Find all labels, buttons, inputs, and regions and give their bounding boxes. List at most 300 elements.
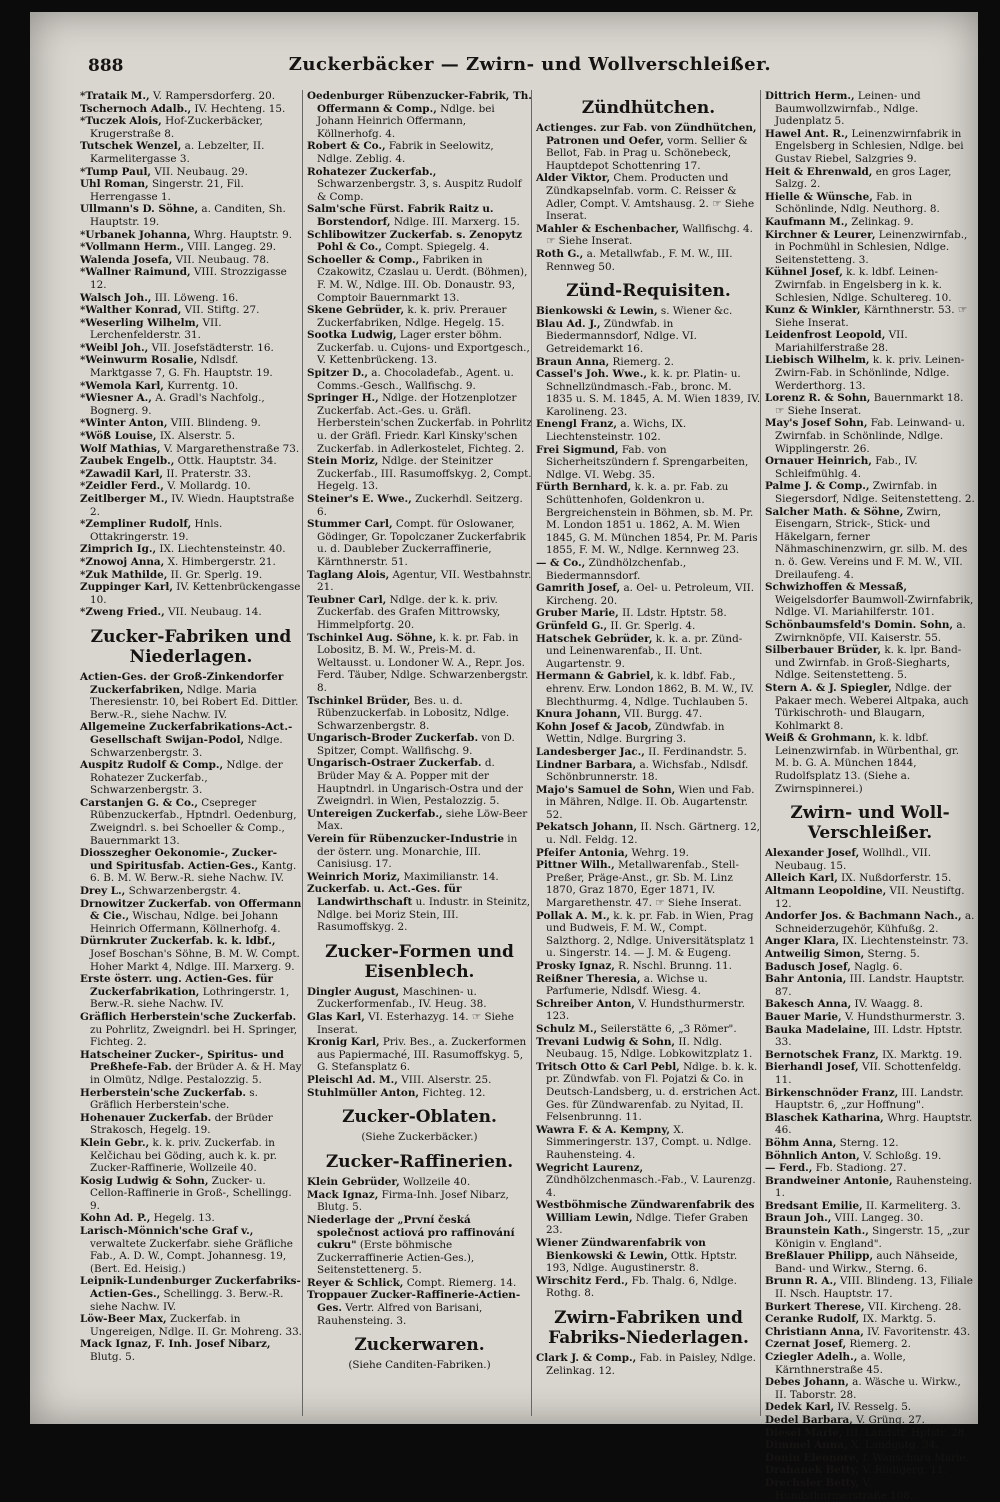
entry-name: Blau Ad. J.,: [536, 317, 601, 330]
entry-details: Fabrik in Seelowitz, Ndlge. Zeblig. 4.: [317, 140, 494, 165]
entry-details: Ottk. Hptstr. 193, Ndlge. Augustinerstr. 8.: [546, 1249, 738, 1275]
entry-details: VII. Kircheng. 28.: [864, 1300, 962, 1313]
entry-name: Stein Moriz,: [307, 455, 379, 468]
directory-entry: [80, 115, 302, 140]
entry-details: Compt. Spiegelg. 4.: [381, 241, 490, 254]
directory-entry: [80, 493, 302, 518]
directory-entry: [307, 1189, 532, 1214]
entry-name: Leipnik-Lundenburger Zuckerfabriks-Actien-Ges.,: [80, 1275, 301, 1301]
entry-name: Gamrith Josef,: [536, 582, 621, 595]
entry-name: Birkenschnöder Franz,: [765, 1086, 899, 1099]
entry-details: a. Metallwfab., F. M. W., III. Rennweg 50.: [546, 247, 733, 273]
entry-details: V. Rüdigerg. 11.: [859, 1464, 947, 1477]
entry-name: Knura Johann,: [536, 708, 621, 721]
directory-entry: [307, 203, 532, 228]
entry-name: Tschinkel Aug. Söhne,: [307, 631, 437, 644]
entry-details: VII. Josefstädterstr. 16.: [148, 341, 274, 354]
section-heading: Zuckerwaren.: [354, 1335, 485, 1356]
entry-name: Dedel Barbara,: [765, 1413, 853, 1426]
directory-entry: [307, 1074, 532, 1087]
directory-entry: [765, 1477, 975, 1502]
entry-name: Schulz M.,: [536, 1022, 598, 1035]
entry-details: Compt. für Oslowaner, Gödinger, Gr. Topolczaner Zuckerfabrik u. d. Daubleber Zuckerraffinerie, Kärnthnerstr. 51.: [317, 518, 526, 568]
directory-entry: [80, 468, 302, 481]
directory-entry: [80, 759, 302, 797]
entry-name: Spitzer D.,: [307, 367, 368, 380]
entry-name: *Walther Konrad,: [80, 304, 182, 317]
entry-name: Mack Ignaz, F. Inh. Josef Nibarz,: [80, 1338, 271, 1351]
directory-entry: [307, 493, 532, 518]
entry-name: Weinrich Moriz,: [307, 870, 401, 883]
directory-entry: [765, 1061, 975, 1086]
entry-details: Metallwarenfab., Stell-Preßer, Präge-Anst., gr. Sb. M. Linz 1870, Graz 1870, Eger 1871, IV. Margarethenstr. 47. ☞ Siehe Inserat.: [546, 859, 742, 910]
entry-details: VII. Neustiftg. 12.: [775, 885, 965, 910]
entry-name: Mack Ignaz,: [307, 1188, 379, 1201]
directory-entry: [307, 392, 532, 455]
entry-name: Glas Karl,: [307, 1010, 365, 1023]
entry-name: Kirchner & Leurer,: [765, 228, 876, 241]
directory-entry: [307, 594, 532, 632]
entry-name: Donin Eleonore,: [765, 1451, 860, 1464]
entry-name: *Vollmann Herm.,: [80, 241, 184, 254]
entry-details: der Brüder A. & H. May in Olmütz, Ndlge. Pestalozzig. 5.: [90, 1061, 302, 1086]
entry-details: V. Hundsthurmerstraße 108.: [775, 1476, 914, 1502]
directory-entry: [80, 380, 302, 393]
entry-details: VII. Burgg. 47.: [620, 708, 703, 721]
entry-name: Tschernoch Adalb.,: [80, 102, 192, 115]
directory-entry: [765, 1137, 975, 1150]
entry-details: Whrg. Hauptstr. 46.: [775, 1111, 973, 1137]
entry-details: III. Löweng. 16.: [151, 291, 239, 304]
entry-details: Zuckerfab. in Ungereigen, Ndlge. II. Gr. Mohreng. 33.: [90, 1313, 302, 1338]
entry-name: Fürth Bernhard,: [536, 481, 632, 494]
directory-entry: [80, 1175, 302, 1213]
directory-entry: [536, 721, 761, 746]
entry-name: Gruber Marie,: [536, 607, 619, 620]
entry-details: IX. Marktg. 19.: [878, 1048, 963, 1061]
entry-name: Liebisch Wilhelm,: [765, 354, 870, 367]
entry-details: Priv. Bes., a. Zuckerformen aus Papiermaché, III. Rasumoffskyg. 5, G. Stefansplatz 6.: [317, 1036, 527, 1074]
entry-details: Schwarzenbergstr. 4.: [125, 885, 241, 898]
entry-details: Wischau, Ndlge. bei Johann Heinrich Offermann, Köllnerhofg. 4.: [90, 910, 281, 935]
directory-entry: [765, 506, 975, 582]
directory-entry: [765, 90, 975, 128]
entry-name: Schwizhoffen & Messaß,: [765, 581, 908, 594]
entry-name: Wawra F. & A. Kempny,: [536, 1123, 671, 1136]
directory-entry: [80, 292, 302, 305]
entry-name: Bahr Antonia,: [765, 973, 847, 986]
entry-name: Braun Joh.,: [765, 1212, 832, 1225]
entry-details: k. k. pr. Platin- u. Schnellzündmasch.-Fab., bronc. M. 1835 u. S. M. 1845, A. M. Wien 1839, IV. Karolineng. 23.: [546, 368, 761, 418]
directory-entry: [80, 241, 302, 254]
directory-entry: [536, 847, 761, 860]
directory-entry: [307, 140, 532, 165]
entry-name: Klein Gebr.,: [80, 1136, 150, 1149]
directory-entry: [80, 847, 302, 885]
directory-entry: [80, 671, 302, 721]
directory-entry: [536, 1352, 761, 1377]
directory-entry: [765, 1150, 975, 1163]
directory-entry: [536, 1023, 761, 1036]
directory-entry: [80, 898, 302, 936]
entry-details: Schwarzenbergstr. 3, s. Auspitz Rudolf & Comp.: [317, 178, 522, 203]
entry-name: Pekatsch Johann,: [536, 821, 638, 834]
entry-name: Blaschek Katharina,: [765, 1111, 884, 1124]
entry-details: Lager erster böhm. Zuckerfab. u. Cujons- und Exportgesch., V. Kettenbrückeng. 13.: [317, 329, 530, 367]
column-2: [302, 90, 532, 1416]
entry-details: der Brüder Strakosch, Hegelg. 19.: [90, 1111, 273, 1137]
entry-name: *Wöß Louise,: [80, 430, 157, 443]
directory-entry: [80, 581, 302, 606]
entry-details: II. Gr. Sperlg. 4.: [607, 619, 696, 632]
directory-entry: [765, 1401, 975, 1414]
directory-entry: [765, 910, 975, 935]
entry-name: Silberbauer Brüder,: [765, 644, 882, 657]
entry-details: von D. Spitzer, Compt. Wallfischg. 9.: [317, 732, 515, 757]
entry-details: zu Pohrlitz, Zweigndrl. bei H. Springer, Fichteg. 2.: [90, 1023, 298, 1049]
directory-entry: [80, 1225, 302, 1275]
directory-entry: [80, 1011, 302, 1049]
entry-details: Leinen- und Baumwollzwirnfab., Ndlge. Judenplatz 5.: [775, 90, 921, 128]
entry-details: u. Industr. in Steinitz, Ndlge. bei Moriz Stein, III. Rasumoffskyg. 2.: [317, 896, 531, 934]
entry-details: k. k. ldbf. Fab., ehrenv. Erw. London 1862, B. M. W., IV. Blechthurmg. 4, Ndlge. Tuchlauben 5.: [546, 670, 754, 708]
directory-entry: [765, 1313, 975, 1326]
entry-details: a. Lebzelter, II. Karmelitergasse 3.: [90, 140, 265, 165]
entry-name: Christiann Anna,: [765, 1325, 864, 1338]
directory-entry: [80, 935, 302, 973]
entry-name: *Wemola Karl,: [80, 379, 164, 392]
directory-entry: [80, 304, 302, 317]
entry-name: Prosky Ignaz,: [536, 960, 615, 972]
entry-name: Wirschitz Ferd.,: [536, 1274, 629, 1287]
directory-entry: [765, 455, 975, 480]
directory-entry: [765, 329, 975, 354]
directory-entry: [307, 166, 532, 204]
entry-name: Clark J. & Comp.,: [536, 1352, 637, 1365]
entry-details: Ndlge. Tiefer Graben 23.: [546, 1211, 749, 1237]
entry-name: Pittner Wilh.,: [536, 859, 615, 872]
entry-name: Bauer Marie,: [765, 1010, 842, 1023]
entry-details: Ndlsdf. Marktgasse 7, G. Fh. Hauptstr. 19.: [90, 354, 273, 380]
entry-name: *Wallner Raimund,: [80, 266, 191, 279]
directory-entry: [80, 203, 302, 228]
entry-name: Kohn Josef & Jacob,: [536, 720, 652, 733]
entry-details: Ottk. Hauptstr. 34.: [174, 455, 277, 468]
entry-details: V. Margarethenstraße 73.: [160, 442, 300, 455]
entry-details: Wollhdl., VII. Neubaug. 15.: [775, 847, 932, 872]
entry-details: Ndlge. Maria Theresienstr. 10, bei Robert Ed. Dittler. Berw.-R., siehe Nachw. IV.: [90, 683, 299, 721]
entry-details: Fb. Thalg. 6, Ndlge. Rothg. 8.: [546, 1274, 737, 1300]
section-heading: Zündhütchen.: [581, 98, 716, 118]
directory-entry: [80, 443, 302, 456]
entry-name: Hermann & Gabriel,: [536, 670, 654, 683]
entry-details: III. Ldstr. Hptstr. 33.: [775, 1023, 963, 1049]
entry-details: siehe Löw-Beer Max.: [317, 807, 528, 833]
directory-entry: [307, 518, 532, 568]
entry-details: Zündwfab. in Biedermannsdorf, Ndlge. VI. Getreidemarkt 16.: [546, 317, 697, 355]
directory-entry: [536, 670, 761, 708]
entry-details: Hnls. Ottakringerstr. 19.: [90, 518, 223, 543]
entry-details: VII. Neubaug. 29.: [151, 165, 248, 178]
entry-name: Walenda Josefa,: [80, 253, 173, 266]
directory-entry: [307, 1176, 532, 1189]
directory-entry: [765, 1275, 975, 1300]
entry-details: IV. Kettenbrückengasse 10.: [90, 581, 301, 606]
entry-name: Steiner's E. Wwe.,: [307, 493, 412, 505]
directory-entry: [765, 1326, 975, 1339]
directory-entry: [765, 1212, 975, 1225]
directory-entry: [765, 973, 975, 998]
entry-details: Leinenzwirnfabrik in Engelsberg in Schlesien, Ndlge. bei Gustav Riebel, Salzgries 9.: [775, 127, 964, 165]
page-header: [30, 52, 978, 86]
entry-details: Bauernmarkt 18. ☞ Siehe Inserat.: [775, 392, 964, 417]
directory-entry: [536, 1124, 761, 1162]
directory-entry: [80, 166, 302, 179]
directory-entry: [307, 871, 532, 884]
entry-name: Weiß & Grohmann,: [765, 732, 877, 745]
entry-name: Salm'sche Fürst. Fabrik Raitz u. Borstendorf,: [307, 203, 494, 228]
directory-entry: [536, 607, 761, 620]
entry-name: Zimprich Ig.,: [80, 543, 157, 556]
entry-name: Wolf Mathias,: [80, 442, 161, 455]
entry-details: Ndlge. der Rohatezer Zuckerfab., Schwarzenbergstr. 3.: [90, 759, 283, 797]
directory-entry: [765, 216, 975, 229]
entry-name: Allgemeine Zuckerfabrikations-Act.-Gesellschaft Swijan-Podol,: [80, 721, 293, 746]
entry-details: Fab., IV. Schleifmühlg. 4.: [775, 455, 918, 480]
entry-name: Pleischl Ad. M.,: [307, 1073, 398, 1086]
entry-name: Bierhandl Josef,: [765, 1061, 859, 1074]
entry-details: Zelinkag. 9.: [847, 215, 914, 228]
directory-entry: [536, 620, 761, 633]
entry-details: Rauhensteing. 1.: [775, 1174, 973, 1200]
entry-details: II. Ferdinandstr. 5.: [644, 745, 747, 758]
directory-entry: [536, 557, 761, 582]
entry-name: Dedek Karl,: [765, 1401, 835, 1414]
entry-details: a. Zwirnknöpfe, VII. Kaiserstr. 55.: [775, 618, 966, 644]
entry-name: Debes Johann,: [765, 1376, 849, 1389]
entry-name: Stummer Carl,: [307, 518, 393, 531]
entry-name: *Tump Paul,: [80, 165, 152, 178]
entry-details: Compt. Riemerg. 14.: [403, 1276, 517, 1289]
entry-name: *Tuczek Alois,: [80, 115, 162, 128]
directory-entry: [536, 248, 761, 273]
directory-entry: [536, 1237, 761, 1275]
directory-entry: [80, 1313, 302, 1338]
entry-name: Reyer & Schlick,: [307, 1276, 404, 1289]
directory-entry: [765, 1439, 975, 1452]
directory-entry: [80, 1087, 302, 1112]
entry-details: IX. Nußdorferstr. 15.: [837, 872, 952, 885]
directory-entry: [765, 1351, 975, 1376]
entry-name: *Trataik M.,: [80, 90, 150, 102]
entry-name: Cassel's Joh. Wwe.,: [536, 368, 648, 381]
directory-entry: [80, 392, 302, 417]
directory-entry: [536, 746, 761, 759]
entry-details: s. Wiener &c.: [657, 305, 733, 318]
directory-entry: [80, 229, 302, 242]
entry-details: Sterng. 5.: [864, 948, 920, 960]
directory-entry: [536, 821, 761, 846]
section-heading: Zucker-Fabriken und Niederlagen.: [90, 626, 292, 667]
entry-name: Anger Klara,: [765, 935, 840, 948]
entry-details: Whrg. Hauptstr. 9.: [190, 228, 293, 241]
entry-name: Larisch-Mönnich'sche Graf v.,: [80, 1225, 254, 1238]
entry-name: Tschinkel Brüder,: [307, 694, 411, 707]
entry-name: Springer H.,: [307, 392, 379, 405]
directory-entry: [536, 784, 761, 822]
section-heading: Zucker-Formen und Eisenblech.: [325, 941, 514, 982]
entry-name: *Zempliner Rudolf,: [80, 518, 192, 531]
directory-entry: [80, 354, 302, 379]
directory-entry: [307, 808, 532, 833]
directory-entry: [536, 368, 761, 418]
directory-entry: [765, 1301, 975, 1314]
entry-details: s. Gräflich Herberstein'sche.: [90, 1086, 258, 1112]
entry-name: Skene Gebrüder,: [307, 304, 405, 317]
directory-entry: [765, 1452, 975, 1465]
directory-entry: [536, 633, 761, 671]
directory-entry: [80, 973, 302, 1011]
entry-name: Frei Sigmund,: [536, 443, 619, 456]
entry-details: Kärnthnerstr. 53. ☞ Siehe Inserat.: [775, 304, 968, 329]
directory-entry: [307, 986, 532, 1011]
directory-entry: [765, 644, 975, 682]
entry-details: VIII. Blindeng. 13, Filiale II. Nsch. Hauptstr. 17.: [775, 1275, 973, 1301]
entry-name: Zaubek Engelb.,: [80, 455, 175, 468]
directory-entry: [307, 367, 532, 392]
directory-entry: [765, 1338, 975, 1351]
directory-entry: [80, 1049, 302, 1087]
directory-entry: [80, 518, 302, 543]
directory-entry: [80, 254, 302, 267]
entry-name: Hohenauer Zuckerfab.: [80, 1111, 212, 1124]
directory-entry: [80, 140, 302, 165]
directory-entry: [80, 1275, 302, 1313]
entry-details: k. k. priv. Zuckerfab. in Kelčichau bei Göding, auch k. k. pr. Zucker-Raffinerie, Wollzeile 40.: [90, 1136, 277, 1175]
entry-details: k. k. a. pr. Zünd- und Leinenwarenfab., II. Unt. Augartenstr. 9.: [546, 632, 743, 670]
entry-details: Zwirnfab. in Siegersdorf, Ndlge. Seitenstetteng. 2.: [775, 480, 975, 505]
directory-entry: [536, 1036, 761, 1061]
entry-name: Bauka Madelaine,: [765, 1023, 871, 1036]
entry-details: a. Canditen, Sh. Hauptstr. 19.: [90, 203, 286, 228]
directory-entry: [765, 1087, 975, 1112]
directory-entry: [765, 166, 975, 191]
entry-details: A. Gradl's Nachfolg., Bognerg. 9.: [90, 392, 265, 417]
entry-details: Zündhölzchenmasch.-Fab., V. Laurenzg. 4.: [546, 1174, 756, 1199]
directory-entry: [536, 998, 761, 1023]
entry-details: Chem. Producten und Zündkapselnfab. vorm. C. Reisser & Adler, Compt. V. Amtshausg. 2. ☞ Siehe Inserat.: [546, 172, 755, 223]
entry-details: R. Nschl. Brunng. 11.: [614, 960, 732, 972]
entry-name: Majo's Samuel de Sohn,: [536, 783, 676, 796]
entry-name: *Wiesner A.,: [80, 392, 152, 405]
directory-entry: [80, 90, 302, 103]
entry-name: Burkert Therese,: [765, 1300, 865, 1313]
column-1: [80, 90, 302, 1416]
directory-entry: [765, 266, 975, 304]
entry-name: Schlibowitzer Zuckerfab. s. Zenopytz Pohl & Co.,: [307, 228, 522, 254]
directory-entry: [536, 960, 761, 973]
directory-entry: [80, 430, 302, 443]
directory-entry: [765, 128, 975, 166]
entry-details: Naglg. 6.: [850, 960, 903, 973]
entry-details: Zuckerhdl. Seitzerg. 6.: [317, 493, 523, 518]
entry-details: k. k. priv. Leinen-Zwirn-Fab. in Schönlinde, Ndlge. Werderthorg. 13.: [775, 354, 965, 392]
entry-details: IV. Hechteng. 15.: [191, 102, 286, 115]
entry-details: II. Karmeliterg. 3.: [862, 1199, 961, 1212]
entry-details: a. Schneiderzugehör, Kühfußg. 2.: [775, 910, 975, 935]
entry-name: Cziegler Adelh.,: [765, 1351, 858, 1363]
entry-details: (Erste böhmische Zuckerraffinerie Actien-Ges.), Seitenstettenerg. 5.: [317, 1239, 475, 1277]
entry-name: Badusch Josef,: [765, 960, 851, 973]
entry-details: Seilerstätte 6, „3 Römer".: [597, 1022, 737, 1035]
directory-entry: [765, 872, 975, 885]
entry-name: *Urbanek Johanna,: [80, 228, 191, 241]
entry-details: VIII. Langeg. 29.: [183, 241, 277, 254]
entry-details: auch Nähseide, Band- und Wirkw., Sterng. 6.: [775, 1250, 958, 1275]
directory-entry: [765, 417, 975, 455]
directory-entry: [307, 732, 532, 757]
directory-entry: [536, 223, 761, 248]
entry-name: Diosszegher Oekonomie-, Zucker- und Spiritusfab. Actien-Ges.,: [80, 847, 278, 872]
directory-entry: [536, 1199, 761, 1237]
section-heading: Zwirn- und Woll-Verschleißer.: [790, 803, 950, 844]
entry-name: Grünfeld G.,: [536, 619, 608, 632]
directory-entry: [307, 1011, 532, 1036]
entry-details: IV. Waagg. 8.: [851, 998, 923, 1011]
entry-details: k. k. a. pr. Fab. zu Schüttenhofen, Goldenkron u. Bergreichenstein in Böhmen, sb. M. Pr. M. London 1851 u. 1862, A. M. Wien 1845, G. M. München 1854, Pr. M. Paris 1855, F. M. W., Ndlge. Kernnweg 23.: [546, 481, 758, 557]
entry-details: in der österr. ung. Monarchie, III. Canisiusg. 17.: [317, 833, 518, 871]
directory-entry: [765, 847, 975, 872]
entry-details: Ndlge. der Pakaer mech. Weberei Altpaka, auch Türkischroth- und Blaugarn, Kohlmarkt 8.: [775, 681, 969, 732]
entry-details: VIII. Langeg. 30.: [831, 1212, 924, 1225]
directory-entry: [765, 1162, 975, 1175]
entry-name: Brunn R. A.,: [765, 1275, 837, 1288]
directory-entry: [536, 759, 761, 784]
directory-entry: [536, 305, 761, 318]
directory-entry: [536, 356, 761, 369]
entry-details: X. Himbergerstr. 21.: [164, 555, 276, 568]
page-number: 888: [88, 56, 124, 76]
entry-details: Sterng. 12.: [836, 1136, 899, 1149]
entry-name: Rohatezer Zuckerfab.,: [307, 165, 437, 178]
entry-name: Hielle & Wünsche,: [765, 190, 873, 203]
entry-name: Ullmann's D. Söhne,: [80, 203, 199, 216]
entry-details: IX. Marktg. 5.: [859, 1313, 937, 1326]
entry-name: Löw-Beer Max,: [80, 1313, 167, 1326]
entry-details: Wehrg. 19.: [628, 846, 689, 859]
entry-details: Fab. in Schönlinde, Ndlg. Neuthorg. 8.: [775, 190, 940, 216]
entry-name: Bienkowski & Lewin,: [536, 305, 658, 318]
entry-details: VII. Mariahilferstraße 28.: [775, 329, 908, 354]
directory-entry: [765, 1464, 975, 1477]
directory-entry: [765, 581, 975, 619]
entry-details: a. Wichsfab., Ndlsdf. Schönbrunnerstr. 18.: [546, 758, 749, 784]
entry-details: VII. Neubaug. 14.: [164, 606, 262, 619]
entry-details: V. Rampersdorferg. 20.: [149, 90, 276, 102]
entry-details: Firma-Inh. Josef Nibarz, Blutg. 5.: [317, 1188, 509, 1214]
entry-details: IX. Liechtensteinstr. 40.: [156, 543, 286, 556]
entry-details: k. k. pr. Fab. in Lobositz, B. M. W., Preis-M. d. Weltausst. u. Londoner W. A., Repr. Jos. Ferd. Täuber, Ndlge. Schwarzenbergstr. 8.: [317, 631, 529, 694]
entry-details: II. Ldstr. Hptstr. 58.: [618, 607, 727, 620]
entry-name: *Zweng Fried.,: [80, 606, 165, 619]
entry-name: Drnowitzer Zuckerfab. von Offermann & Cie.,: [80, 897, 302, 923]
directory-entry: [536, 1061, 761, 1124]
entry-name: Erste österr. ung. Actien-Ges. für Zuckerfabrikation,: [80, 973, 273, 998]
directory-entry: [765, 1225, 975, 1250]
entry-details: Hof-Zuckerbäcker, Krugerstraße 8.: [90, 115, 263, 140]
directory-entry: [307, 1289, 532, 1327]
directory-entry: [80, 1137, 302, 1175]
